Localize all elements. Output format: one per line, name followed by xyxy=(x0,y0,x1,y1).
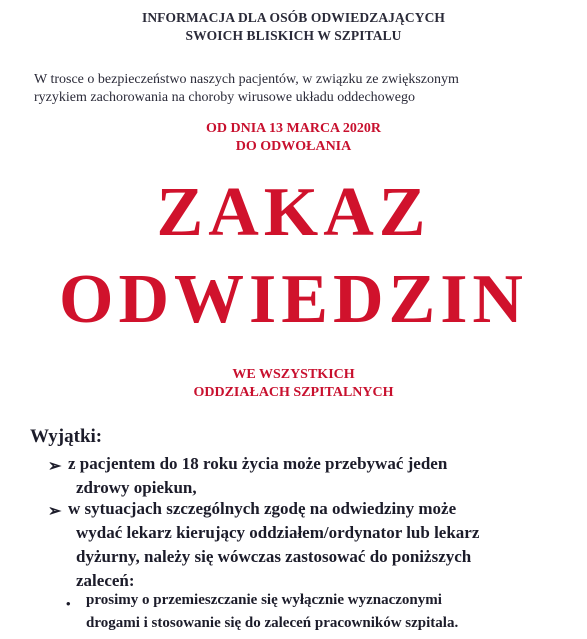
intro-text-line2: ryzykiem zachorowania na choroby wirusowe układu oddechowego xyxy=(34,90,415,105)
exception-item-2-line4: zaleceń: xyxy=(76,571,135,590)
arrow-bullet-icon: ➢ xyxy=(48,458,62,475)
exception-item-2-line1: w sytuacjach szczególnych zgodę na odwiedziny może xyxy=(68,499,457,518)
exception-item-2-line3: dyżurny, należy się wówczas zastosować do poniższych xyxy=(76,547,472,566)
scope-line1: WE WSZYSTKICH xyxy=(232,367,355,382)
header-title-line2: SWOICH BLISKICH W SZPITALU xyxy=(185,28,402,43)
header-title-line1: INFORMACJA DLA OSÓB ODWIEDZAJĄCYCH xyxy=(141,10,446,25)
exception-item-1-line2: zdrowy opiekun, xyxy=(76,478,197,497)
sub-item-1-line2: drogami i stosowanie się do zaleceń pracowników szpitala. xyxy=(86,615,459,631)
arrow-bullet-icon: ➢ xyxy=(48,503,62,520)
exceptions-heading: Wyjątki: xyxy=(30,426,103,447)
period-end-line: DO ODWOŁANIA xyxy=(235,139,352,154)
exception-item-1-line1: z pacjentem do 18 roku życia może przebywać jeden xyxy=(68,454,448,473)
dot-bullet-icon: • xyxy=(66,596,71,611)
ban-headline-word1: ZAKAZ xyxy=(156,174,431,251)
ban-headline-word2: ODWIEDZIN xyxy=(59,261,528,338)
exception-item-2-line2: wydać lekarz kierujący oddziałem/ordynator lub lekarz xyxy=(76,523,480,542)
period-start-line: OD DNIA 13 MARCA 2020R xyxy=(206,121,381,136)
intro-text-line1: W trosce o bezpieczeństwo naszych pacjentów, w związku ze zwiększonym xyxy=(34,72,459,87)
sub-item-1-line1: prosimy o przemieszczanie się wyłącznie wyznaczonymi xyxy=(86,592,442,608)
scope-line2: ODDZIAŁACH SZPITALNYCH xyxy=(193,385,394,400)
